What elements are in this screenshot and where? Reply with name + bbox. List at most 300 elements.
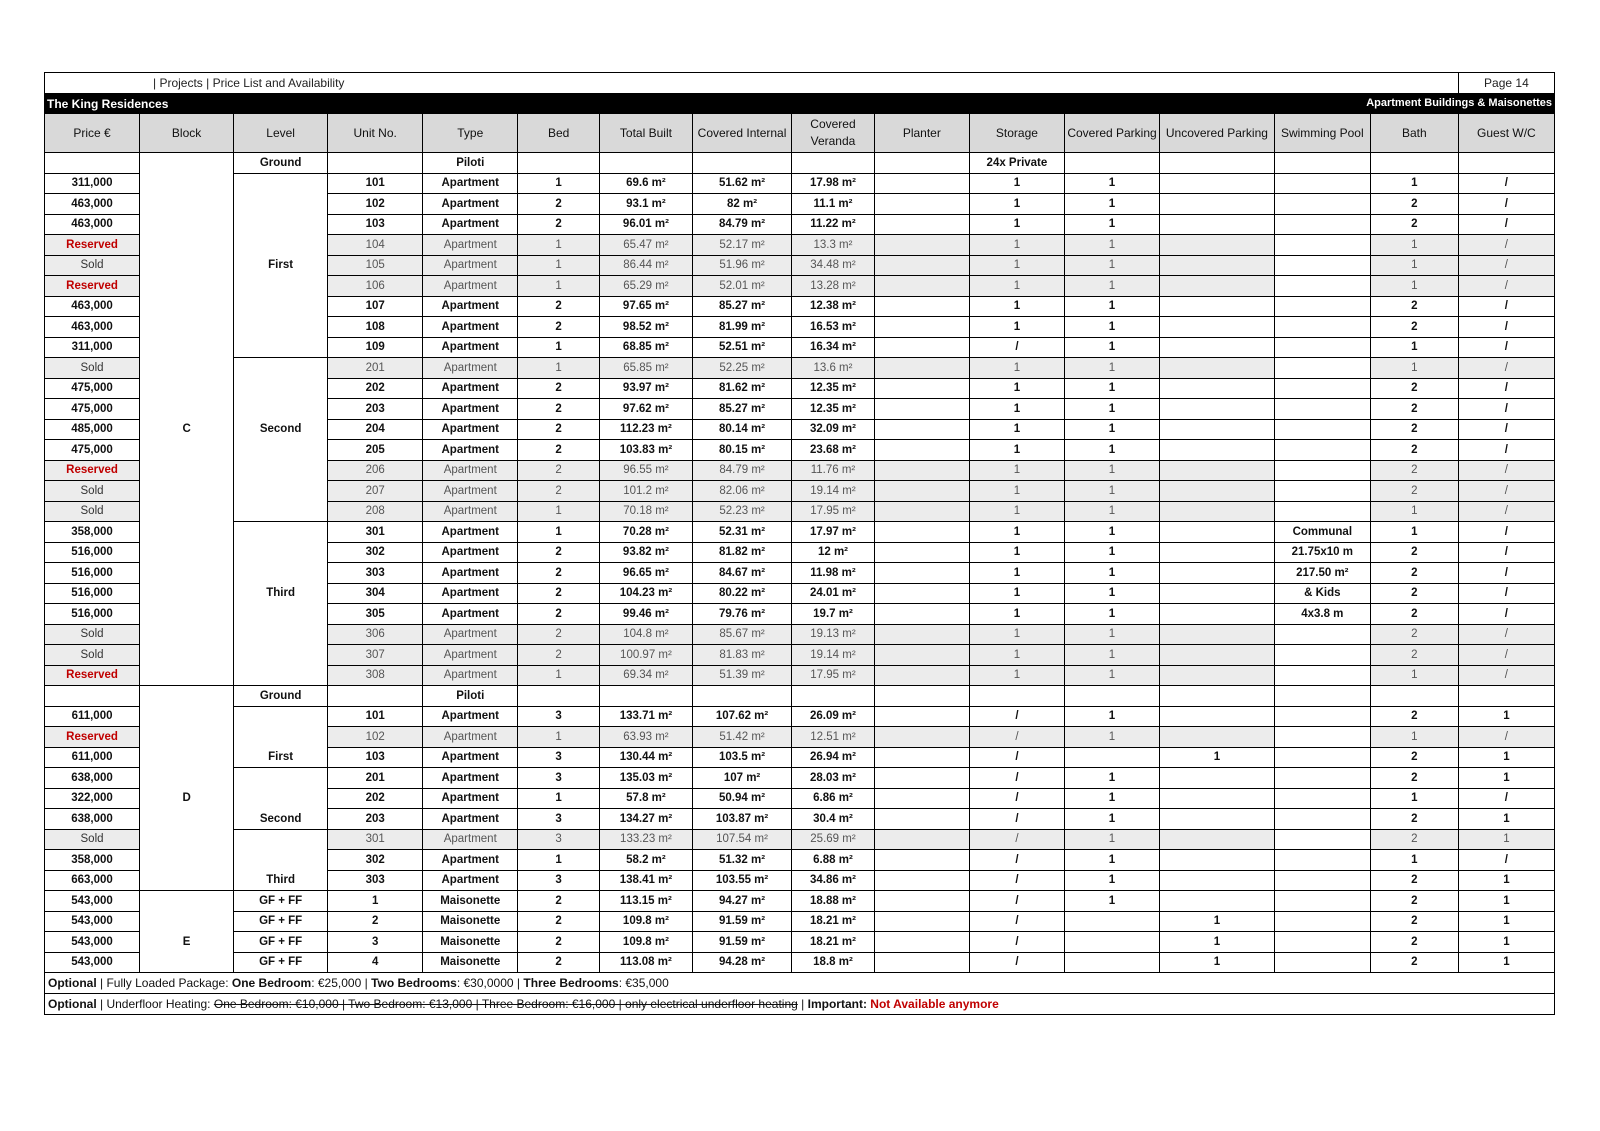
swimming-pool-cell	[1274, 645, 1370, 666]
price-cell: Sold	[45, 501, 140, 522]
bath-cell	[1370, 686, 1458, 707]
guest-wc-cell: /	[1458, 788, 1554, 809]
swimming-pool-cell	[1274, 235, 1370, 256]
column-header: Total Built	[599, 114, 692, 153]
type-cell: Apartment	[423, 173, 518, 194]
unit-cell: 201	[328, 358, 423, 379]
guest-wc-cell: /	[1458, 481, 1554, 502]
guest-wc-cell: /	[1458, 358, 1554, 379]
covered-parking-cell	[1064, 747, 1159, 768]
storage-cell: 24x Private	[969, 153, 1064, 174]
bed-cell: 2	[518, 481, 600, 502]
block-cell	[140, 276, 234, 297]
unit-row	[45, 481, 1555, 502]
covered-veranda-cell: 11.22 m²	[792, 214, 875, 235]
level-cell	[234, 399, 328, 420]
covered-internal-cell: 94.28 m²	[692, 952, 791, 973]
type-cell: Apartment	[423, 624, 518, 645]
bed-cell: 3	[518, 768, 600, 789]
covered-parking-cell: 1	[1064, 727, 1159, 748]
total-built-cell: 69.6 m²	[599, 173, 692, 194]
uncovered-parking-cell	[1160, 153, 1275, 174]
title-bar	[45, 94, 1555, 114]
block-cell	[140, 542, 234, 563]
price-cell	[45, 153, 140, 174]
unit-cell: 104	[328, 235, 423, 256]
block-cell	[140, 645, 234, 666]
price-list-table	[44, 72, 1555, 1015]
block-cell	[140, 378, 234, 399]
bed-cell: 1	[518, 727, 600, 748]
uncovered-parking-cell	[1160, 809, 1275, 830]
guest-wc-cell: 1	[1458, 870, 1554, 891]
covered-parking-cell: 1	[1064, 317, 1159, 338]
covered-parking-cell: 1	[1064, 563, 1159, 584]
unit-row	[45, 952, 1555, 973]
bath-cell: 2	[1370, 317, 1458, 338]
project-subtitle: Apartment Buildings & Maisonettes	[1366, 96, 1552, 109]
uncovered-parking-cell	[1160, 563, 1275, 584]
bed-cell: 1	[518, 337, 600, 358]
unit-row	[45, 173, 1555, 194]
storage-cell: 1	[969, 255, 1064, 276]
covered-veranda-cell: 17.97 m²	[792, 522, 875, 543]
bath-cell	[1370, 153, 1458, 174]
unit-row	[45, 624, 1555, 645]
price-cell: Sold	[45, 255, 140, 276]
storage-cell: 1	[969, 542, 1064, 563]
note-text: Three Bedrooms	[523, 976, 619, 990]
unit-cell: 106	[328, 276, 423, 297]
price-cell: Sold	[45, 624, 140, 645]
bed-cell: 1	[518, 255, 600, 276]
unit-cell: 205	[328, 440, 423, 461]
type-cell: Apartment	[423, 296, 518, 317]
unit-row	[45, 542, 1555, 563]
bath-cell: 1	[1370, 337, 1458, 358]
level-cell	[234, 481, 328, 502]
total-built-cell: 70.28 m²	[599, 522, 692, 543]
covered-veranda-cell: 11.76 m²	[792, 460, 875, 481]
note-text: : €35,000	[618, 976, 669, 990]
bed-cell: 1	[518, 665, 600, 686]
swimming-pool-cell	[1274, 378, 1370, 399]
swimming-pool-cell	[1274, 952, 1370, 973]
unit-cell: 305	[328, 604, 423, 625]
unit-cell: 306	[328, 624, 423, 645]
type-cell: Apartment	[423, 788, 518, 809]
uncovered-parking-cell	[1160, 460, 1275, 481]
bed-cell: 2	[518, 624, 600, 645]
storage-cell: /	[969, 337, 1064, 358]
covered-veranda-cell: 13.6 m²	[792, 358, 875, 379]
covered-parking-cell: 1	[1064, 255, 1159, 276]
storage-cell: /	[969, 788, 1064, 809]
covered-internal-cell: 82.06 m²	[692, 481, 791, 502]
bath-cell: 2	[1370, 419, 1458, 440]
storage-cell: 1	[969, 563, 1064, 584]
bath-cell: 1	[1370, 665, 1458, 686]
covered-internal-cell: 85.27 m²	[692, 296, 791, 317]
total-built-cell: 100.97 m²	[599, 645, 692, 666]
covered-internal-cell: 84.79 m²	[692, 460, 791, 481]
bath-cell: 1	[1370, 501, 1458, 522]
block-cell	[140, 624, 234, 645]
bed-cell: 3	[518, 706, 600, 727]
unit-cell: 2	[328, 911, 423, 932]
unit-row	[45, 706, 1555, 727]
block-cell	[140, 850, 234, 871]
covered-internal-cell: 91.59 m²	[692, 911, 791, 932]
document-header-row	[45, 73, 1555, 94]
unit-cell: 302	[328, 542, 423, 563]
covered-veranda-cell: 12.51 m²	[792, 727, 875, 748]
unit-cell: 204	[328, 419, 423, 440]
covered-internal-cell: 81.83 m²	[692, 645, 791, 666]
total-built-cell	[599, 153, 692, 174]
bath-cell: 2	[1370, 645, 1458, 666]
unit-row	[45, 563, 1555, 584]
guest-wc-cell: 1	[1458, 829, 1554, 850]
bath-cell: 2	[1370, 583, 1458, 604]
covered-parking-cell: 1	[1064, 173, 1159, 194]
unit-cell: 4	[328, 952, 423, 973]
bath-cell: 2	[1370, 378, 1458, 399]
level-cell	[234, 317, 328, 338]
covered-veranda-cell: 26.09 m²	[792, 706, 875, 727]
unit-row	[45, 583, 1555, 604]
total-built-cell: 104.8 m²	[599, 624, 692, 645]
swimming-pool-cell	[1274, 317, 1370, 338]
block-cell	[140, 829, 234, 850]
type-cell: Apartment	[423, 276, 518, 297]
column-header: Planter	[874, 114, 969, 153]
level-cell	[234, 624, 328, 645]
covered-internal-cell: 51.39 m²	[692, 665, 791, 686]
note-text: Optional	[48, 976, 97, 990]
bed-cell: 2	[518, 911, 600, 932]
guest-wc-cell: /	[1458, 727, 1554, 748]
level-cell: GF + FF	[234, 952, 328, 973]
type-cell: Apartment	[423, 501, 518, 522]
block-cell	[140, 686, 234, 707]
unit-row	[45, 891, 1555, 912]
covered-parking-cell: 1	[1064, 891, 1159, 912]
level-label: First	[234, 255, 328, 276]
block-cell	[140, 604, 234, 625]
storage-cell: 1	[969, 624, 1064, 645]
covered-internal-cell: 80.14 m²	[692, 419, 791, 440]
planter-cell	[874, 563, 969, 584]
level-cell: Ground	[234, 153, 328, 174]
unit-row	[45, 747, 1555, 768]
level-cell	[234, 235, 328, 256]
swimming-pool-info: & Kids	[1274, 583, 1370, 604]
covered-parking-cell: 1	[1064, 378, 1159, 399]
covered-veranda-cell: 11.1 m²	[792, 194, 875, 215]
price-cell: 463,000	[45, 317, 140, 338]
uncovered-parking-cell	[1160, 255, 1275, 276]
unit-row	[45, 522, 1555, 543]
planter-cell	[874, 399, 969, 420]
covered-internal-cell: 81.62 m²	[692, 378, 791, 399]
storage-cell: 1	[969, 440, 1064, 461]
covered-parking-cell	[1064, 952, 1159, 973]
uncovered-parking-cell	[1160, 706, 1275, 727]
swimming-pool-cell	[1274, 276, 1370, 297]
covered-veranda-cell	[792, 686, 875, 707]
price-cell: 543,000	[45, 952, 140, 973]
bed-cell: 1	[518, 358, 600, 379]
block-cell	[140, 727, 234, 748]
covered-parking-cell: 1	[1064, 214, 1159, 235]
bath-cell: 2	[1370, 829, 1458, 850]
covered-parking-cell: 1	[1064, 665, 1159, 686]
column-header: Covered Veranda	[792, 114, 875, 153]
bed-cell: 1	[518, 522, 600, 543]
unit-cell: 3	[328, 932, 423, 953]
storage-cell: /	[969, 747, 1064, 768]
unit-row	[45, 235, 1555, 256]
swimming-pool-cell	[1274, 706, 1370, 727]
covered-veranda-cell: 6.88 m²	[792, 850, 875, 871]
price-cell: 543,000	[45, 911, 140, 932]
block-cell	[140, 337, 234, 358]
breadcrumb: | Projects | Price List and Availability	[45, 73, 1459, 94]
optional-heating-note	[45, 994, 1555, 1015]
block-cell	[140, 501, 234, 522]
planter-cell	[874, 870, 969, 891]
block-cell	[140, 522, 234, 543]
unit-cell: 109	[328, 337, 423, 358]
bed-cell: 2	[518, 419, 600, 440]
guest-wc-cell: /	[1458, 583, 1554, 604]
total-built-cell: 138.41 m²	[599, 870, 692, 891]
total-built-cell: 57.8 m²	[599, 788, 692, 809]
bed-cell: 1	[518, 501, 600, 522]
swimming-pool-cell	[1274, 809, 1370, 830]
block-cell	[140, 583, 234, 604]
covered-internal-cell: 51.96 m²	[692, 255, 791, 276]
swimming-pool-cell	[1274, 296, 1370, 317]
uncovered-parking-cell	[1160, 665, 1275, 686]
bath-cell: 2	[1370, 932, 1458, 953]
guest-wc-cell: /	[1458, 194, 1554, 215]
guest-wc-cell: /	[1458, 563, 1554, 584]
note-text: : €30,0000 |	[456, 976, 524, 990]
total-built-cell	[599, 686, 692, 707]
total-built-cell: 69.34 m²	[599, 665, 692, 686]
guest-wc-cell: /	[1458, 850, 1554, 871]
block-cell	[140, 665, 234, 686]
block-cell	[140, 194, 234, 215]
price-cell	[45, 686, 140, 707]
type-cell: Apartment	[423, 399, 518, 420]
covered-parking-cell: 1	[1064, 419, 1159, 440]
unit-cell: 1	[328, 891, 423, 912]
uncovered-parking-cell	[1160, 378, 1275, 399]
unit-cell: 201	[328, 768, 423, 789]
unit-cell: 301	[328, 522, 423, 543]
bed-cell: 2	[518, 952, 600, 973]
unit-cell: 202	[328, 378, 423, 399]
storage-cell: 1	[969, 276, 1064, 297]
bed-cell: 2	[518, 645, 600, 666]
total-built-cell: 96.55 m²	[599, 460, 692, 481]
covered-veranda-cell: 19.13 m²	[792, 624, 875, 645]
bed-cell: 3	[518, 870, 600, 891]
unit-row	[45, 870, 1555, 891]
covered-parking-cell: 1	[1064, 460, 1159, 481]
bath-cell: 1	[1370, 358, 1458, 379]
bath-cell: 1	[1370, 788, 1458, 809]
total-built-cell: 101.2 m²	[599, 481, 692, 502]
price-cell: 543,000	[45, 891, 140, 912]
bath-cell: 2	[1370, 952, 1458, 973]
planter-cell	[874, 686, 969, 707]
price-cell: Reserved	[45, 727, 140, 748]
guest-wc-cell: 1	[1458, 809, 1554, 830]
unit-cell: 105	[328, 255, 423, 276]
total-built-cell: 93.1 m²	[599, 194, 692, 215]
total-built-cell: 96.65 m²	[599, 563, 692, 584]
bed-cell: 2	[518, 378, 600, 399]
guest-wc-cell: /	[1458, 522, 1554, 543]
planter-cell	[874, 747, 969, 768]
storage-cell: 1	[969, 378, 1064, 399]
covered-veranda-cell: 26.94 m²	[792, 747, 875, 768]
uncovered-parking-cell	[1160, 501, 1275, 522]
unit-cell: 203	[328, 399, 423, 420]
note-text: Optional	[48, 997, 97, 1011]
type-cell: Apartment	[423, 460, 518, 481]
guest-wc-cell: /	[1458, 276, 1554, 297]
covered-internal-cell: 81.99 m²	[692, 317, 791, 338]
covered-parking-cell: 1	[1064, 706, 1159, 727]
level-cell	[234, 727, 328, 748]
column-header: Price €	[45, 114, 140, 153]
bath-cell: 1	[1370, 235, 1458, 256]
covered-veranda-cell: 13.3 m²	[792, 235, 875, 256]
covered-internal-cell: 107.54 m²	[692, 829, 791, 850]
page-number: Page 14	[1458, 73, 1554, 94]
level-cell: GF + FF	[234, 932, 328, 953]
swimming-pool-info: 4x3.8 m	[1274, 604, 1370, 625]
bed-cell: 3	[518, 829, 600, 850]
unit-row	[45, 727, 1555, 748]
covered-internal-cell: 80.22 m²	[692, 583, 791, 604]
note-text: Two Bedrooms	[371, 976, 457, 990]
total-built-cell: 134.27 m²	[599, 809, 692, 830]
swimming-pool-cell	[1274, 624, 1370, 645]
covered-internal-cell	[692, 686, 791, 707]
covered-internal-cell: 52.01 m²	[692, 276, 791, 297]
level-label: Third	[234, 870, 328, 891]
unit-cell: 103	[328, 747, 423, 768]
block-cell	[140, 768, 234, 789]
swimming-pool-cell	[1274, 481, 1370, 502]
covered-veranda-cell: 28.03 m²	[792, 768, 875, 789]
planter-cell	[874, 194, 969, 215]
planter-cell	[874, 604, 969, 625]
total-built-cell: 112.23 m²	[599, 419, 692, 440]
unit-row	[45, 399, 1555, 420]
storage-cell: 1	[969, 173, 1064, 194]
block-cell	[140, 481, 234, 502]
type-cell: Apartment	[423, 317, 518, 338]
project-title: The King Residences	[47, 96, 169, 111]
bed-cell: 1	[518, 173, 600, 194]
uncovered-parking-cell	[1160, 870, 1275, 891]
covered-internal-cell: 51.62 m²	[692, 173, 791, 194]
covered-parking-cell: 1	[1064, 399, 1159, 420]
type-cell: Apartment	[423, 829, 518, 850]
storage-cell: /	[969, 911, 1064, 932]
storage-cell: /	[969, 829, 1064, 850]
planter-cell	[874, 624, 969, 645]
level-cell	[234, 522, 328, 543]
block-cell	[140, 911, 234, 932]
planter-cell	[874, 809, 969, 830]
unit-cell: 208	[328, 501, 423, 522]
covered-internal-cell: 51.42 m²	[692, 727, 791, 748]
bath-cell: 2	[1370, 911, 1458, 932]
covered-parking-cell: 1	[1064, 501, 1159, 522]
covered-veranda-cell: 18.88 m²	[792, 891, 875, 912]
covered-parking-cell: 1	[1064, 440, 1159, 461]
planter-cell	[874, 419, 969, 440]
guest-wc-cell: /	[1458, 604, 1554, 625]
unit-row	[45, 460, 1555, 481]
covered-internal-cell: 84.67 m²	[692, 563, 791, 584]
storage-cell	[969, 686, 1064, 707]
storage-cell: /	[969, 727, 1064, 748]
guest-wc-cell: /	[1458, 542, 1554, 563]
level-cell	[234, 194, 328, 215]
covered-internal-cell: 85.27 m²	[692, 399, 791, 420]
type-cell: Apartment	[423, 665, 518, 686]
covered-parking-cell: 1	[1064, 522, 1159, 543]
total-built-cell: 113.08 m²	[599, 952, 692, 973]
covered-internal-cell: 85.67 m²	[692, 624, 791, 645]
swimming-pool-cell	[1274, 870, 1370, 891]
uncovered-parking-cell	[1160, 358, 1275, 379]
covered-internal-cell: 52.51 m²	[692, 337, 791, 358]
guest-wc-cell: /	[1458, 317, 1554, 338]
type-cell: Piloti	[423, 153, 518, 174]
block-cell	[140, 440, 234, 461]
type-cell: Maisonette	[423, 932, 518, 953]
planter-cell	[874, 173, 969, 194]
covered-veranda-cell: 19.14 m²	[792, 645, 875, 666]
unit-cell: 308	[328, 665, 423, 686]
planter-cell	[874, 235, 969, 256]
price-cell: 311,000	[45, 173, 140, 194]
covered-parking-cell: 1	[1064, 194, 1159, 215]
covered-parking-cell: 1	[1064, 788, 1159, 809]
covered-veranda-cell: 12.35 m²	[792, 378, 875, 399]
covered-veranda-cell: 25.69 m²	[792, 829, 875, 850]
total-built-cell: 135.03 m²	[599, 768, 692, 789]
price-cell: 543,000	[45, 932, 140, 953]
bed-cell: 2	[518, 891, 600, 912]
price-cell: 611,000	[45, 747, 140, 768]
bed-cell: 2	[518, 440, 600, 461]
covered-internal-cell: 91.59 m²	[692, 932, 791, 953]
guest-wc-cell: 1	[1458, 932, 1554, 953]
type-cell: Apartment	[423, 727, 518, 748]
bath-cell: 2	[1370, 542, 1458, 563]
